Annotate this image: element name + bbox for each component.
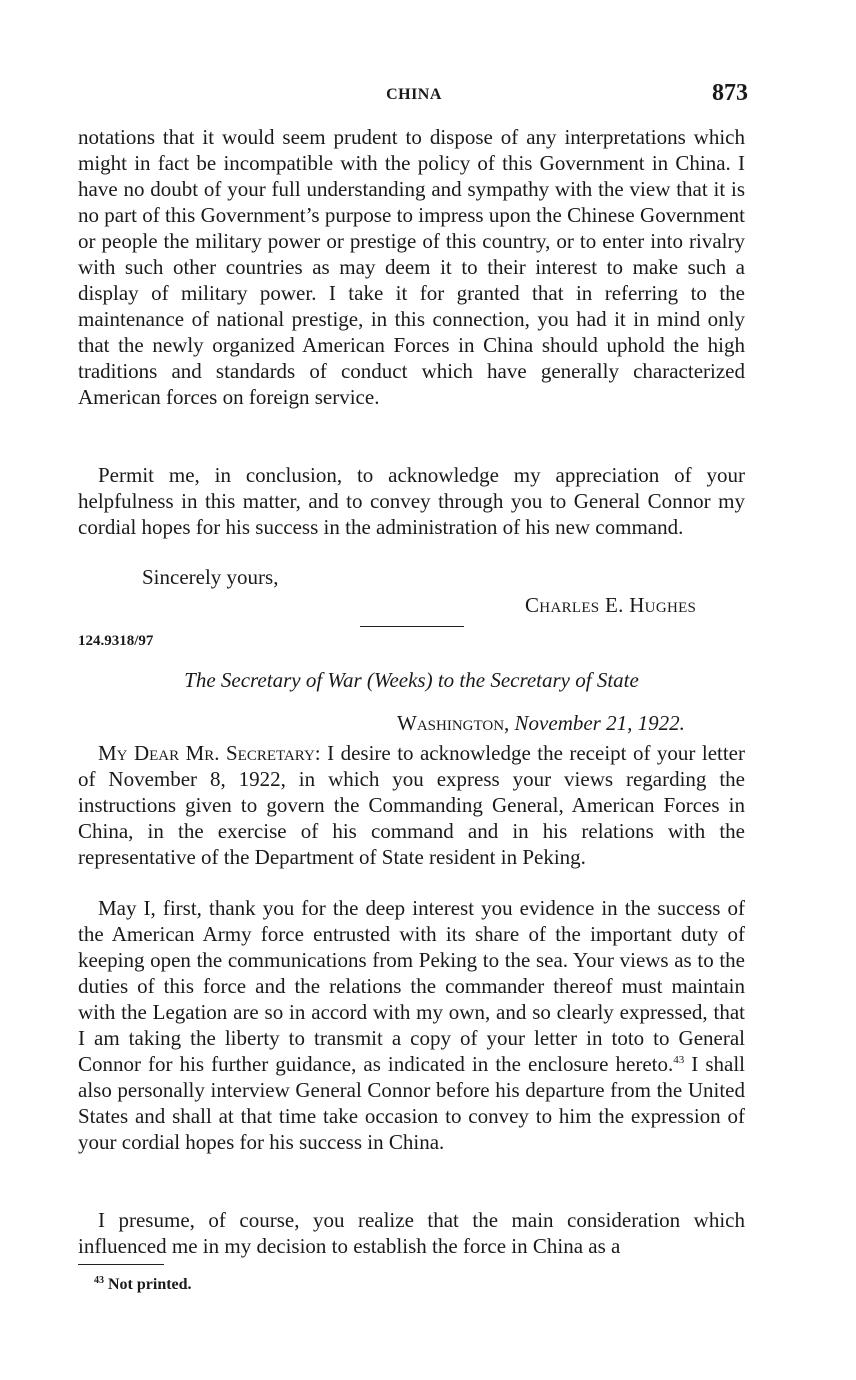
letter1-closing: Sincerely yours, (142, 565, 279, 589)
dateline-date: November 21, 1922. (514, 711, 685, 735)
dateline (397, 710, 685, 736)
footnote-reference: 43 (673, 1054, 685, 1066)
letter2-paragraph-2-text-b: I shall also personally interview General Connor before his departure from the United States and shall at that time take occasion to convey to him the expression of your cordial hopes for his success in China. (78, 1052, 745, 1154)
footnote-marker: 43 (94, 1275, 104, 1286)
section-divider (360, 626, 464, 627)
letter2-paragraph-2-text-a: May I, first, thank you for the deep interest you evidence in the success of the American Army force entrusted with its share of the important duty of keeping open the communications from Peking to the sea. Your views as to the duties of this force and the relations the commander thereof must maintain with the Legation are so in accord with my own, and so clearly expressed, that I am taking the liberty to transmit a copy of your letter in toto to General Connor for his further guidance, as indicated in the enclosure hereto. (78, 896, 745, 1076)
salutation: My Dear Mr. Secretary: (98, 741, 321, 765)
file-reference: 124.9318/97 (78, 633, 154, 649)
letter1-signature: Charles E. Hughes (525, 593, 697, 617)
footnote (94, 1274, 192, 1296)
footnote-divider (78, 1264, 164, 1265)
footnote-text: Not printed. (108, 1276, 192, 1293)
letter2-paragraph-1 (78, 740, 745, 870)
letter1-paragraph-continued: notations that it would seem prudent to dispose of any interpretations which might in fact be incompatible with the policy of this Government in China. I have no doubt of your full understanding and sympathy with the view that it is no part of this Government’s purpose to impress upon the Chinese Government or people the military power or prestige of this country, or to enter into rivalry with such other countries as may deem it to their interest to make such a display of military power. I take it for granted that in referring to the maintenance of national prestige, in this connection, you had it in mind only that the newly organized American Forces in China should uphold the high traditions and standards of conduct which have generally characterized American forces on foreign service. (78, 125, 745, 409)
letter2-paragraph-3: I presume, of course, you realize that the main consideration which influenced me in my decision to establish the force in China as a (78, 1208, 745, 1258)
page-header (78, 82, 750, 114)
page-number: 873 (712, 80, 748, 106)
dateline-place: Washington, (397, 711, 510, 735)
document-title: The Secretary of War (Weeks) to the Secretary of State (184, 668, 639, 692)
running-head: CHINA (386, 86, 442, 103)
letter2-paragraph-1-text: I desire to acknowledge the receipt of your letter of November 8, 1922, in which you express your views regarding the instructions given to govern the Commanding General, American Forces in China, in the exercise of his command and in his relations with the representative of the Department of State resident in Peking. (78, 741, 746, 869)
letter1-paragraph-conclusion: Permit me, in conclusion, to acknowledge my appreciation of your helpfulness in this matter, and to convey through you to General Connor my cordial hopes for his success in the administration of his new command. (78, 463, 745, 539)
letter2-paragraph-2 (78, 895, 745, 1155)
